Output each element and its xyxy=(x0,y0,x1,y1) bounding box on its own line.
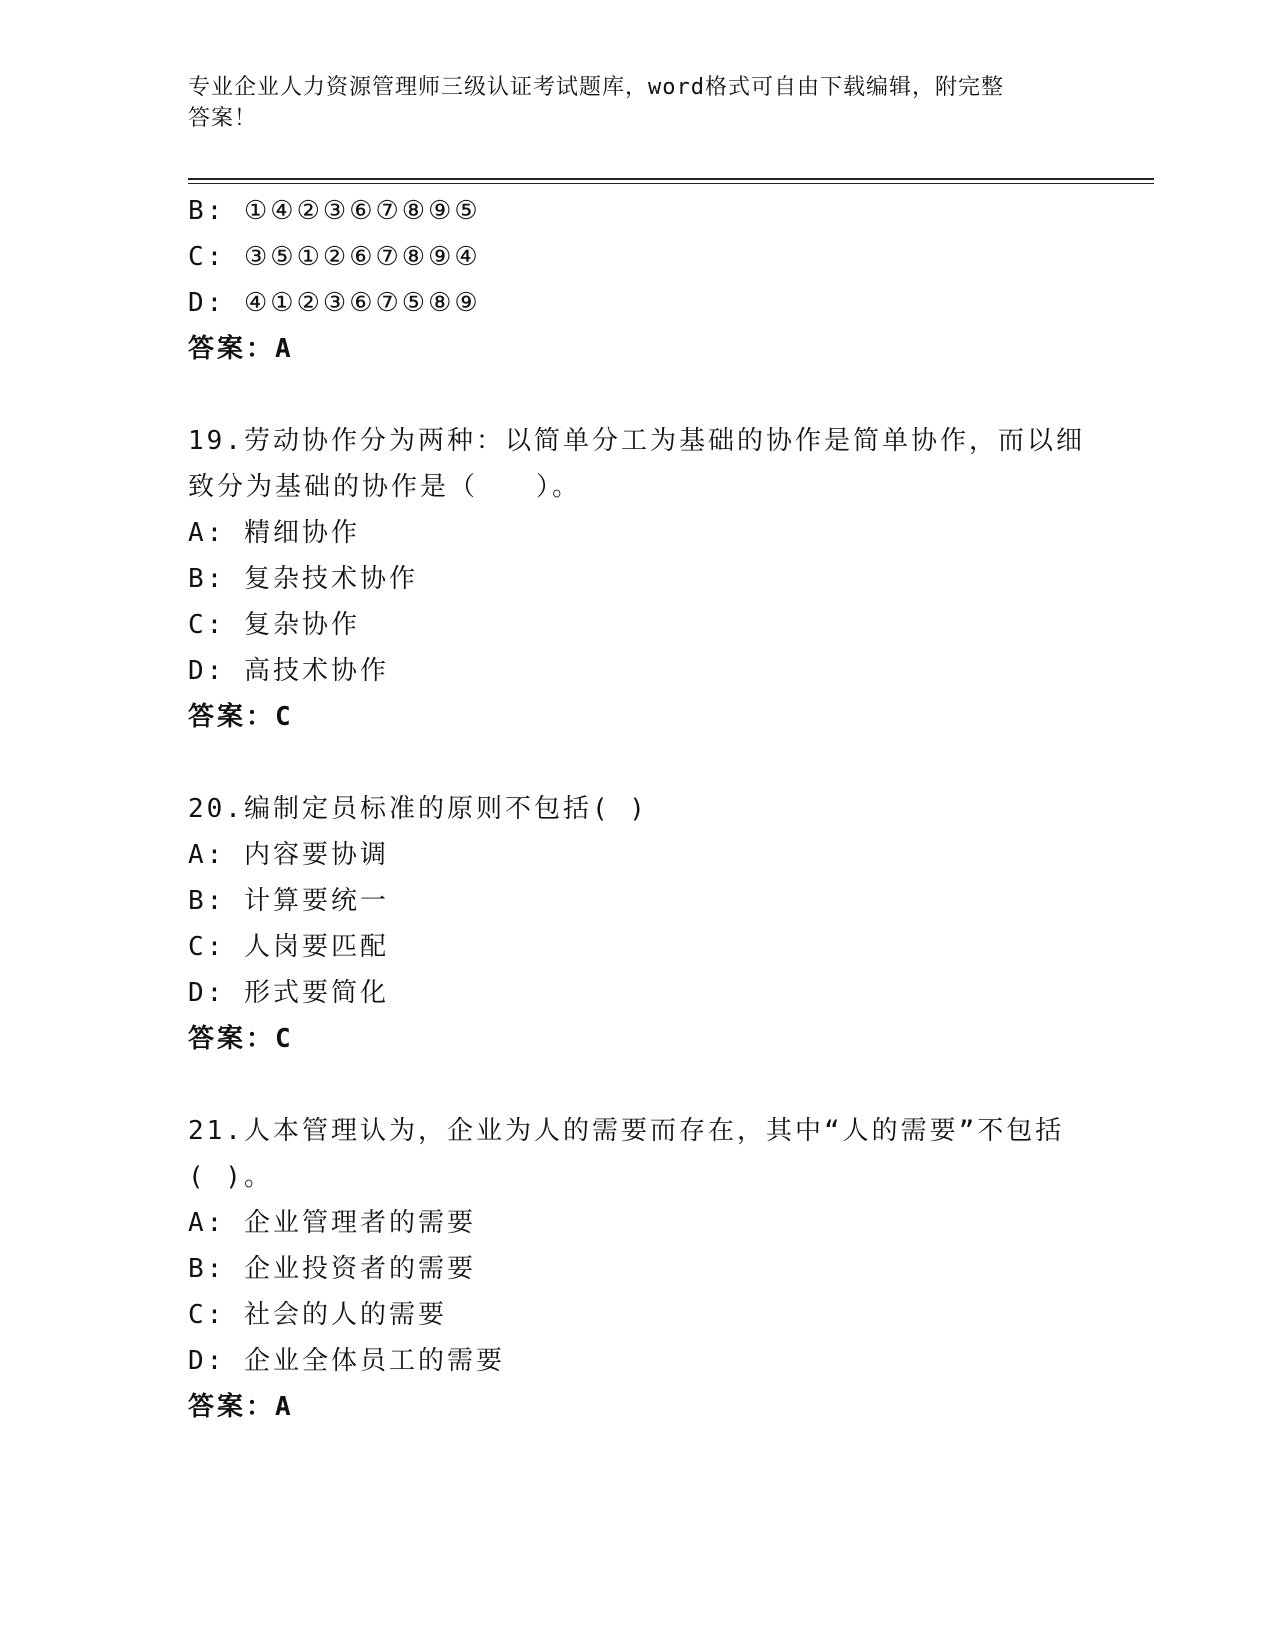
option-b: B: 企业投资者的需要 xyxy=(188,1254,476,1284)
option-d: D: ④①②③⑥⑦⑤⑧⑨ xyxy=(188,288,481,318)
option-d: D: 企业全体员工的需要 xyxy=(188,1346,505,1376)
header-divider-thick xyxy=(188,178,1154,180)
document-body xyxy=(188,188,1088,1430)
option-c: C: ③⑤①②⑥⑦⑧⑨④ xyxy=(188,242,481,272)
option-c: C: 社会的人的需要 xyxy=(188,1300,447,1330)
header-line-2: 答案！ xyxy=(188,106,258,131)
question-20 xyxy=(188,786,1088,1062)
option-d: D: 高技术协作 xyxy=(188,656,389,686)
answer-line: 答案：C xyxy=(188,702,294,732)
answer-line: 答案：A xyxy=(188,334,294,364)
question-stem-line: 19.劳动协作分为两种：以简单分工为基础的协作是简单协作，而以细 xyxy=(188,426,1085,456)
question-19 xyxy=(188,418,1088,740)
question-stem-line: 致分为基础的协作是（ ）。 xyxy=(188,472,582,502)
question-stem-line: 21.人本管理认为，企业为人的需要而存在，其中“人的需要”不包括 xyxy=(188,1116,1065,1146)
spacer xyxy=(188,1062,1088,1108)
option-b: B: 复杂技术协作 xyxy=(188,564,418,594)
header-line-1: 专业企业人力资源管理师三级认证考试题库，word格式可自由下载编辑，附完整 xyxy=(188,75,1004,100)
question-stem-line: ( )。 xyxy=(188,1162,273,1192)
option-d: D: 形式要简化 xyxy=(188,978,389,1008)
question-stem-line: 20.编制定员标准的原则不包括( ) xyxy=(188,794,648,824)
document-header xyxy=(188,72,1088,134)
option-c: C: 复杂协作 xyxy=(188,610,360,640)
question-21 xyxy=(188,1108,1088,1430)
option-a: A: 内容要协调 xyxy=(188,840,389,870)
answer-line: 答案：C xyxy=(188,1024,294,1054)
spacer xyxy=(188,740,1088,786)
spacer xyxy=(188,372,1088,418)
option-c: C: 人岗要匹配 xyxy=(188,932,389,962)
header-divider-thin xyxy=(188,183,1154,184)
option-a: A: 精细协作 xyxy=(188,518,360,548)
option-b: B: ①④②③⑥⑦⑧⑨⑤ xyxy=(188,196,481,226)
question-18-continued xyxy=(188,188,1088,372)
option-a: A: 企业管理者的需要 xyxy=(188,1208,476,1238)
option-b: B: 计算要统一 xyxy=(188,886,389,916)
answer-line: 答案：A xyxy=(188,1392,294,1422)
